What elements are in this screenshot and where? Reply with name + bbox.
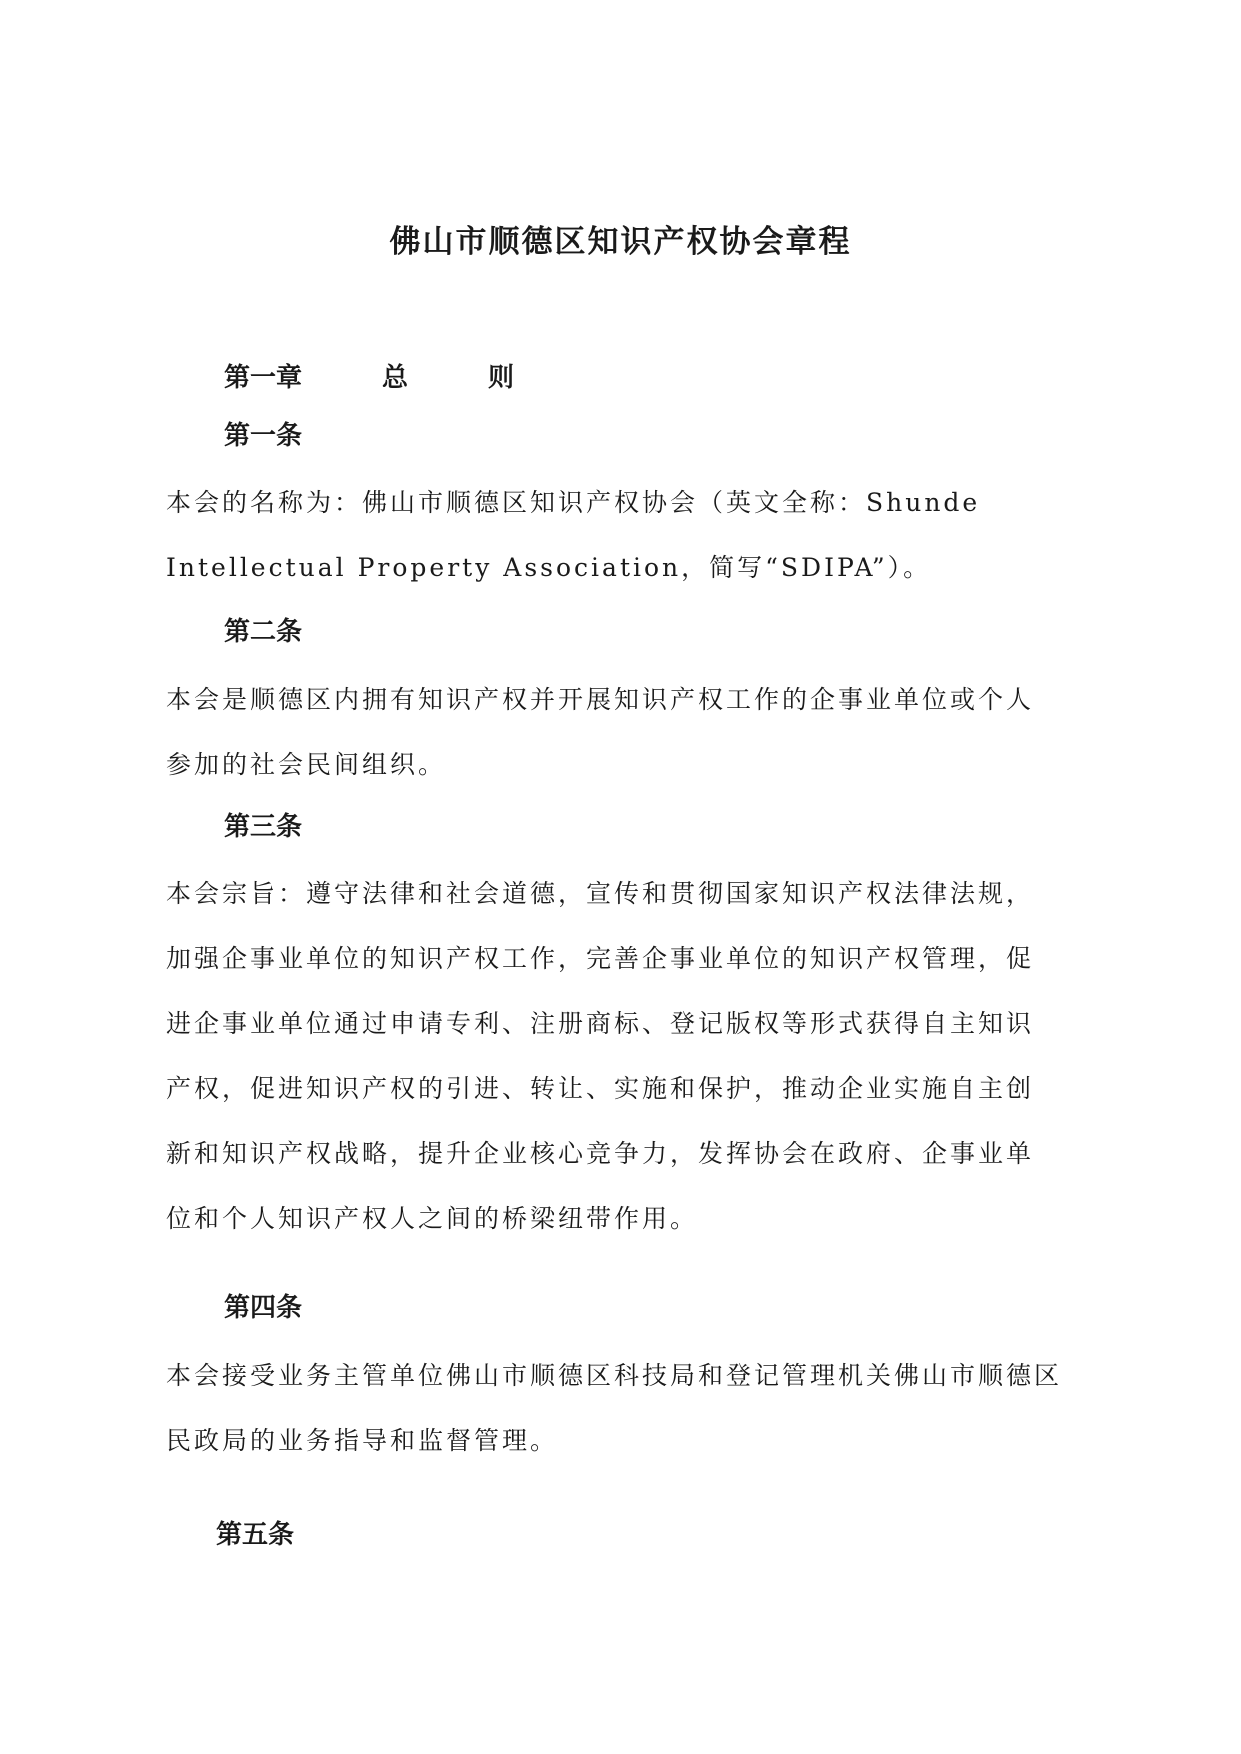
- document-title: 佛山市顺德区知识产权协会章程: [389, 224, 852, 260]
- article-3-body: [166, 861, 1086, 1251]
- chapter-name-part1: 总: [382, 363, 409, 393]
- article-2-line-1: 本会是顺德区内拥有知识产权并开展知识产权工作的企事业单位或个人: [166, 685, 1035, 714]
- chapter-name-part2: 则: [488, 363, 515, 393]
- article-5-heading: 第五条: [216, 1520, 295, 1550]
- article-3-line-2: 加强企事业单位的知识产权工作，完善企事业单位的知识产权管理，促: [166, 944, 1035, 973]
- article-3-line-5: 新和知识产权战略，提升企业核心竞争力，发挥协会在政府、企事业单: [166, 1139, 1035, 1168]
- chapter-number: 第一章: [224, 363, 303, 393]
- article-3-heading: 第三条: [224, 812, 303, 842]
- article-4-line-1: 本会接受业务主管单位佛山市顺德区科技局和登记管理机关佛山市顺德区: [166, 1361, 1063, 1390]
- article-3-line-3: 进企事业单位通过申请专利、注册商标、登记版权等形式获得自主知识: [166, 1009, 1035, 1038]
- article-2-line-2: 参加的社会民间组织。: [166, 750, 447, 779]
- article-2-heading: 第二条: [224, 617, 303, 647]
- article-1-line-2: Intellectual Property Association，简写“SDIPA”）。: [166, 553, 932, 582]
- article-3-line-6: 位和个人知识产权人之间的桥梁纽带作用。: [166, 1204, 699, 1233]
- article-4-heading: 第四条: [224, 1293, 303, 1323]
- article-3-line-4: 产权，促进知识产权的引进、转让、实施和保护，推动企业实施自主创: [166, 1074, 1035, 1103]
- article-1-heading: 第一条: [224, 421, 303, 451]
- article-2-body: [166, 667, 1086, 797]
- article-4-body: [166, 1343, 1086, 1473]
- article-1-line-1: 本会的名称为：佛山市顺德区知识产权协会（英文全称：Shunde: [166, 488, 981, 517]
- article-4-line-2: 民政局的业务指导和监督管理。: [166, 1426, 559, 1455]
- article-3-line-1: 本会宗旨：遵守法律和社会道德，宣传和贯彻国家知识产权法律法规，: [166, 879, 1035, 908]
- chapter-heading: [224, 360, 514, 396]
- article-1-body: [166, 470, 1086, 600]
